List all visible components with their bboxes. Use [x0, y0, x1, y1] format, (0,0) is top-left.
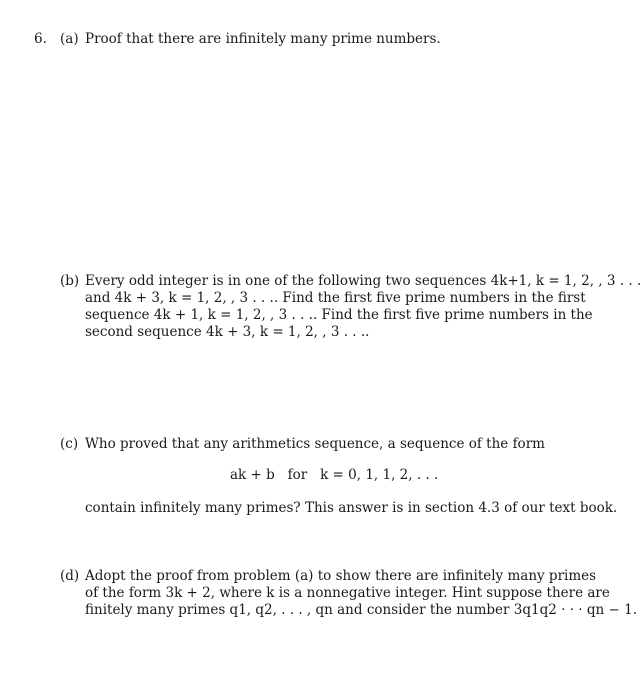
part-c-line-2: contain infinitely many primes? This answer is in section 4.3 of our text book. — [85, 500, 618, 516]
part-d-line-3: finitely many primes q1, q2, . . . , qn and consider the number 3q1q2 · · · qn − 1. — [85, 602, 637, 618]
part-b-line-4: second sequence 4k + 3, k = 1, 2, , 3 . . .. — [85, 324, 370, 340]
part-c-formula: ak + b for k = 0, 1, 1, 2, . . . — [230, 467, 439, 483]
part-d-line-1: Adopt the proof from problem (a) to show there are infinitely many primes — [85, 568, 597, 584]
part-c-line-1: Who proved that any arithmetics sequence, a sequence of the form — [85, 436, 545, 452]
part-b-label: (b) — [60, 273, 80, 289]
part-b-line-2: and 4k + 3, k = 1, 2, , 3 . . .. Find the first five prime numbers in the first — [85, 290, 586, 306]
part-a-label: (a) — [60, 31, 79, 47]
part-d-line-2: of the form 3k + 2, where k is a nonnegative integer. Hint suppose there are — [85, 585, 610, 601]
problem-number: 6. — [34, 31, 47, 47]
part-c-label: (c) — [60, 436, 79, 452]
part-d-label: (d) — [60, 568, 80, 584]
part-b-line-3: sequence 4k + 1, k = 1, 2, , 3 . . .. Find the first five prime numbers in the — [85, 307, 593, 323]
part-a-text: Proof that there are infinitely many prime numbers. — [85, 31, 441, 47]
part-b-line-1: Every odd integer is in one of the following two sequences 4k+1, k = 1, 2, , 3 . . . — [85, 273, 642, 289]
